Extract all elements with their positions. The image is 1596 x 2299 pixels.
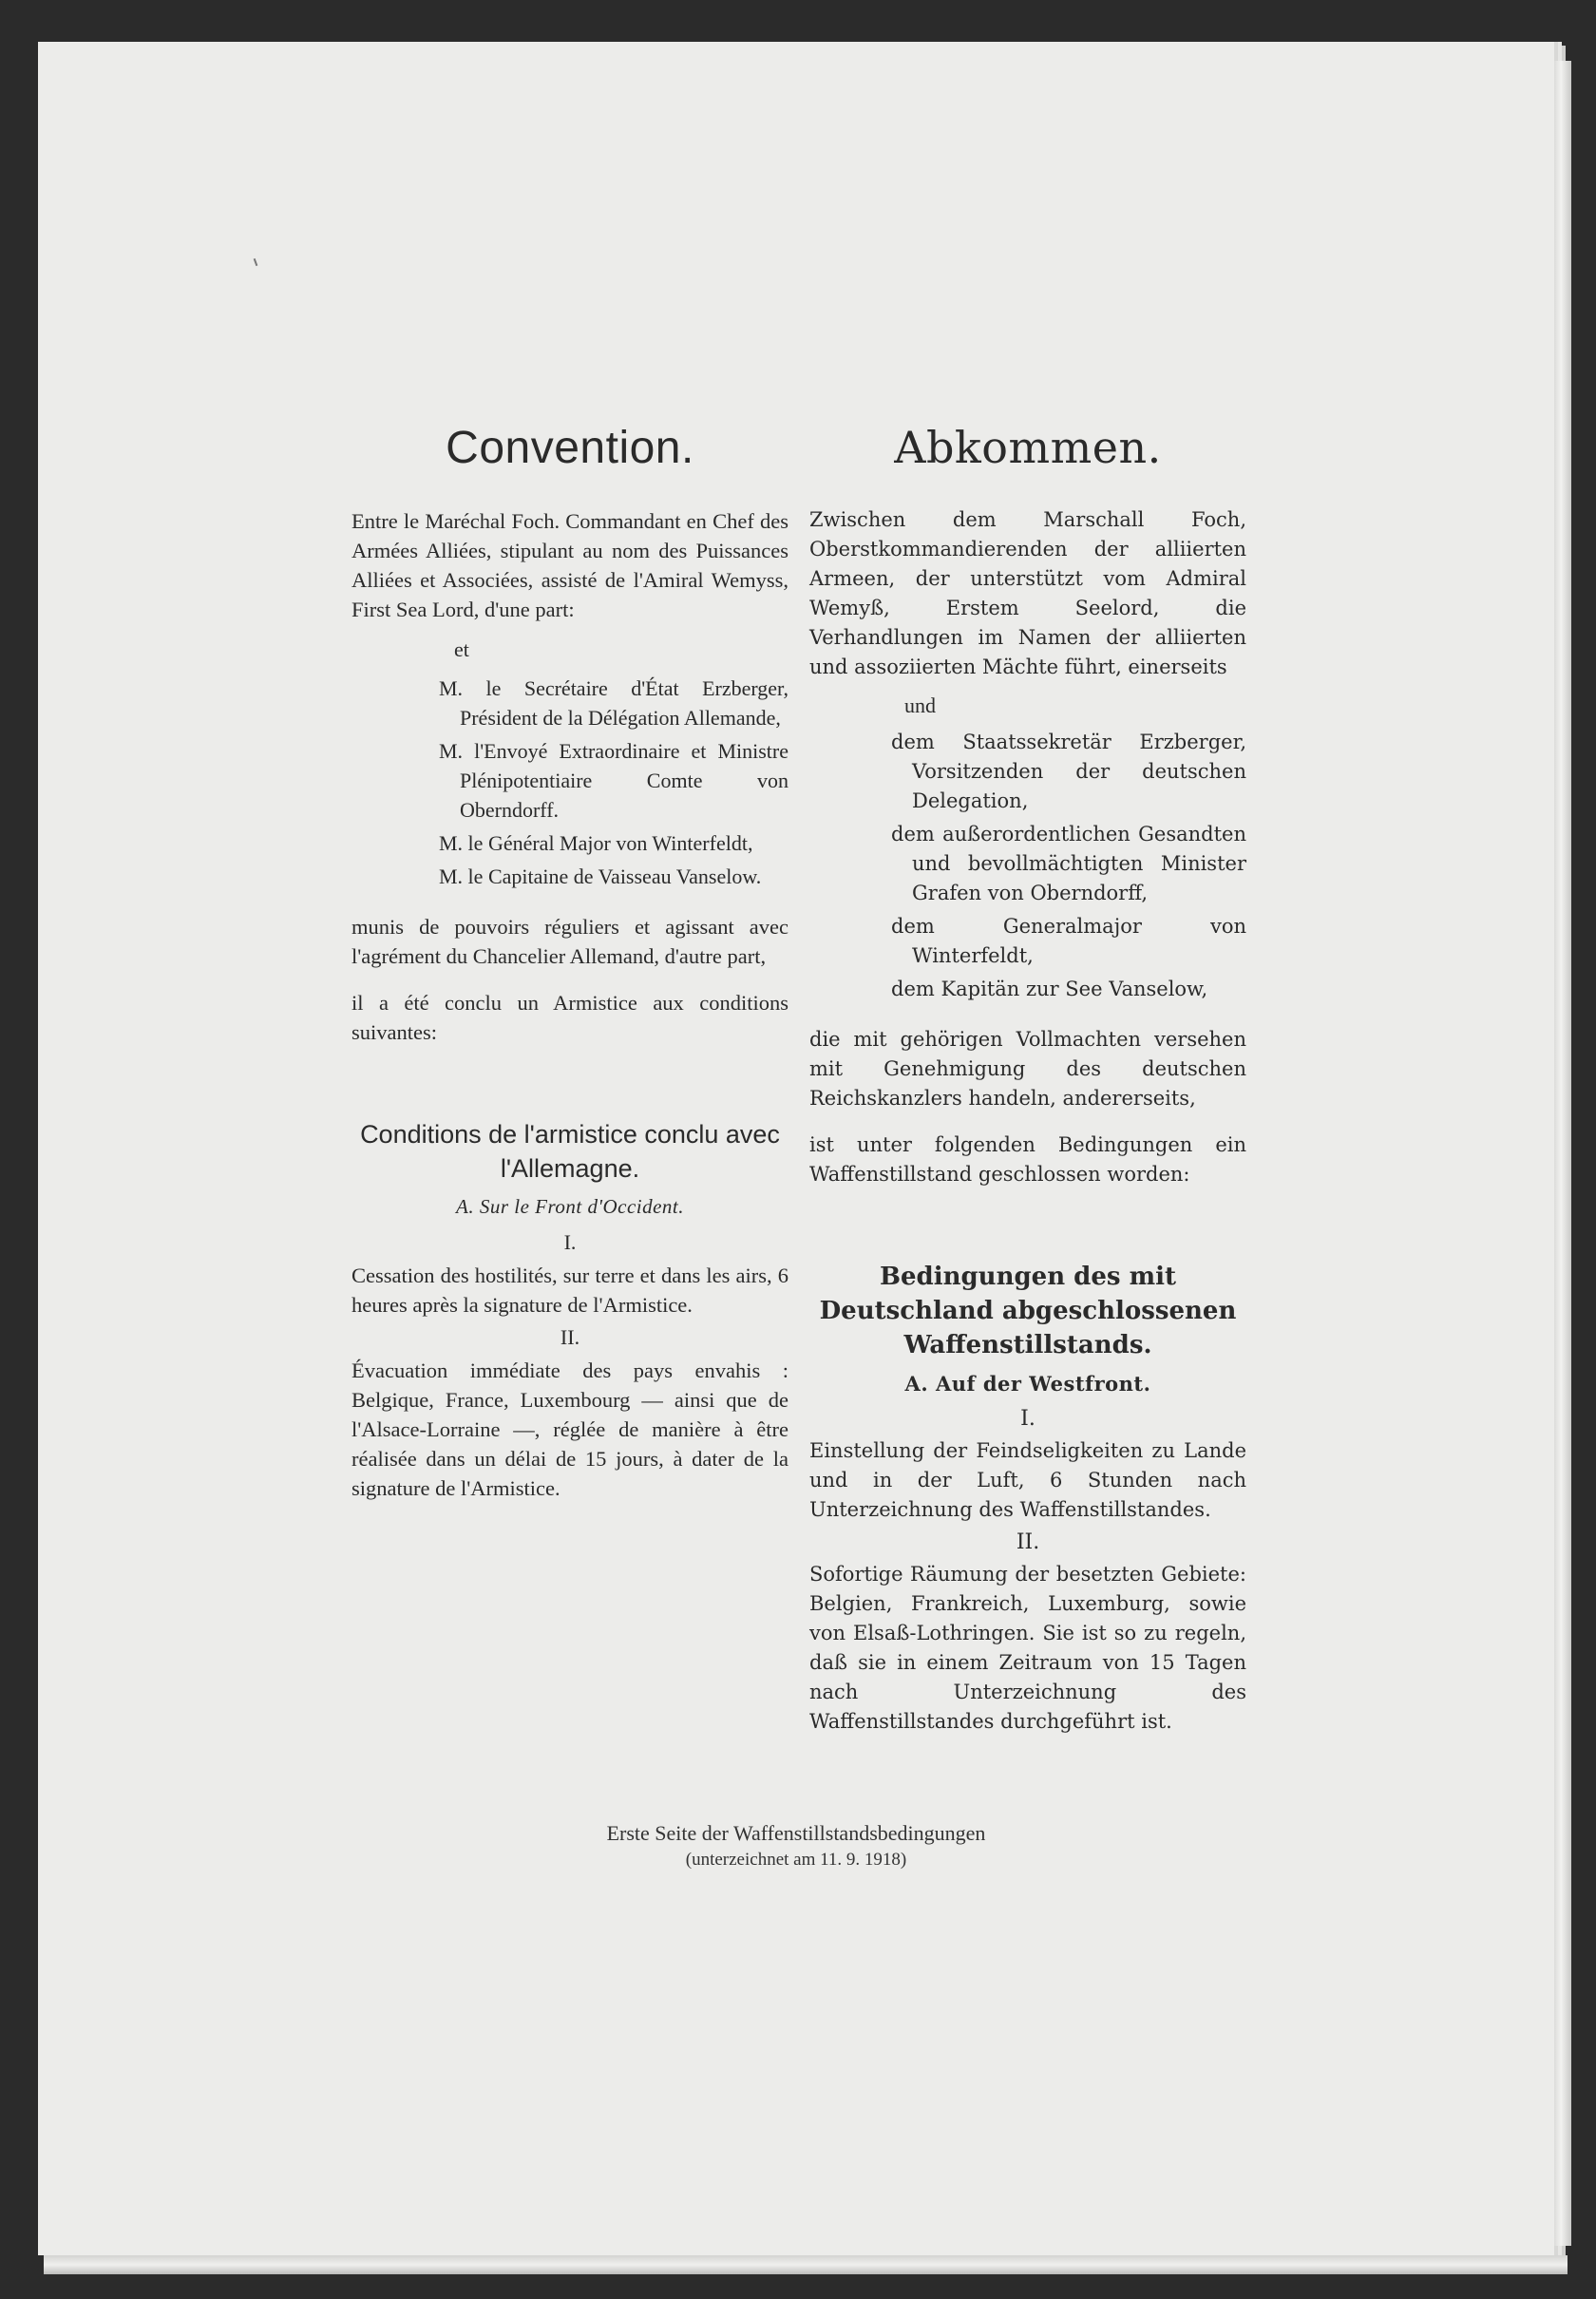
german-party-1: dem Staatssekretär Erzberger, Vorsitzenden der deutschen Delegation, xyxy=(891,731,1246,812)
french-party-1: M. le Secrétaire d'État Erzberger, Président de la Délégation Allemande, xyxy=(439,676,788,730)
german-section-1-number: I. xyxy=(1020,1407,1036,1431)
french-section-1-text: Cessation des hostilités, sur terre et dans les airs, 6 heures après la signature de l'Armistice. xyxy=(352,1264,788,1317)
german-concluded: ist unter folgenden Bedingungen ein Waffenstillstand geschlossen worden: xyxy=(809,1133,1246,1186)
french-party-4: M. le Capitaine de Vaisseau Vanselow. xyxy=(439,864,762,888)
page-bottom-edge xyxy=(44,2255,1568,2274)
german-section-2-text: Sofortige Räumung der besetzten Gebiete: Belgien, Frankreich, Luxemburg, sowie von Elsaß-Lothringen. Sie ist so zu regeln, daß sie in einem Zeitraum von 15 Tagen nach Unterzeichnung des Waffenstillstandes durchgeführt ist. xyxy=(809,1563,1246,1733)
caption-line-1: Erste Seite der Waffenstillstandsbedingungen xyxy=(606,1821,986,1845)
german-party-3: dem Generalmajor von Winterfeldt, xyxy=(891,915,1246,967)
page-caption xyxy=(38,1820,1554,1873)
french-party-2: M. l'Envoyé Extraordinaire et Ministre Plénipotentiaire Comte von Oberndorff. xyxy=(439,739,788,822)
german-party-4: dem Kapitän zur See Vanselow, xyxy=(891,978,1208,1000)
french-section-2-text: Évacuation immédiate des pays envahis : Belgique, France, Luxembourg — ainsi que de l'Alsace-Lorraine —, réglée de manière à être réalisée dans un délai de 15 jours, à dater de la signature de l'Armistice. xyxy=(352,1358,788,1500)
german-conditions-title: Bedingungen des mit Deutschland abgeschlossenen Waffenstillstands. xyxy=(819,1263,1237,1359)
german-powers: die mit gehörigen Vollmachten versehen mit Genehmigung des deutschen Reichskanzlers handeln, andererseits, xyxy=(809,1028,1246,1110)
german-section-1-text: Einstellung der Feindseligkeiten zu Lande und in der Luft, 6 Stunden nach Unterzeichnung des Waffenstillstandes. xyxy=(809,1439,1246,1521)
album-page xyxy=(38,42,1554,2255)
french-front-heading: A. Sur le Front d'Occident. xyxy=(456,1195,684,1218)
german-front-heading: A. Auf der Westfront. xyxy=(904,1372,1151,1396)
french-section-2-number: II. xyxy=(560,1325,580,1349)
german-column xyxy=(809,422,1246,1737)
french-heading: Convention. xyxy=(446,423,694,473)
french-party-3: M. le Général Major von Winterfeldt, xyxy=(439,831,753,855)
french-section-1-number: I. xyxy=(563,1230,577,1254)
german-section-2-number: II. xyxy=(1016,1530,1040,1554)
french-conditions-title: Conditions de l'armistice conclu avec l'Allemagne. xyxy=(360,1120,780,1183)
page-edge xyxy=(1554,61,1571,2246)
french-conjunction: et xyxy=(454,637,469,661)
french-intro: Entre le Maréchal Foch. Commandant en Chef des Armées Alliées, stipulant au nom des Puissances Alliées et Associées, assisté de l'Amiral Wemyss, First Sea Lord, d'une part: xyxy=(352,509,788,621)
caption-line-2: (unterzeichnet am 11. 9. 1918) xyxy=(685,1850,907,1870)
french-powers: munis de pouvoirs réguliers et agissant avec l'agrément du Chancelier Allemand, d'autre part, xyxy=(352,915,788,968)
french-concluded: il a été conclu un Armistice aux conditions suivantes: xyxy=(352,991,788,1044)
german-intro: Zwischen dem Marschall Foch, Oberstkommandierenden der alliierten Armeen, der unterstützt vom Admiral Wemyß, Erstem Seelord, die Verhandlungen im Namen der alliierten und assoziierten Mächte führt, einerseits xyxy=(809,508,1246,678)
pencil-mark xyxy=(254,258,258,266)
german-conjunction: und xyxy=(904,694,936,717)
french-column xyxy=(352,422,788,1503)
german-party-2: dem außerordentlichen Gesandten und bevollmächtigten Minister Grafen von Oberndorff, xyxy=(891,823,1246,904)
german-heading: Abkommen. xyxy=(894,422,1162,473)
